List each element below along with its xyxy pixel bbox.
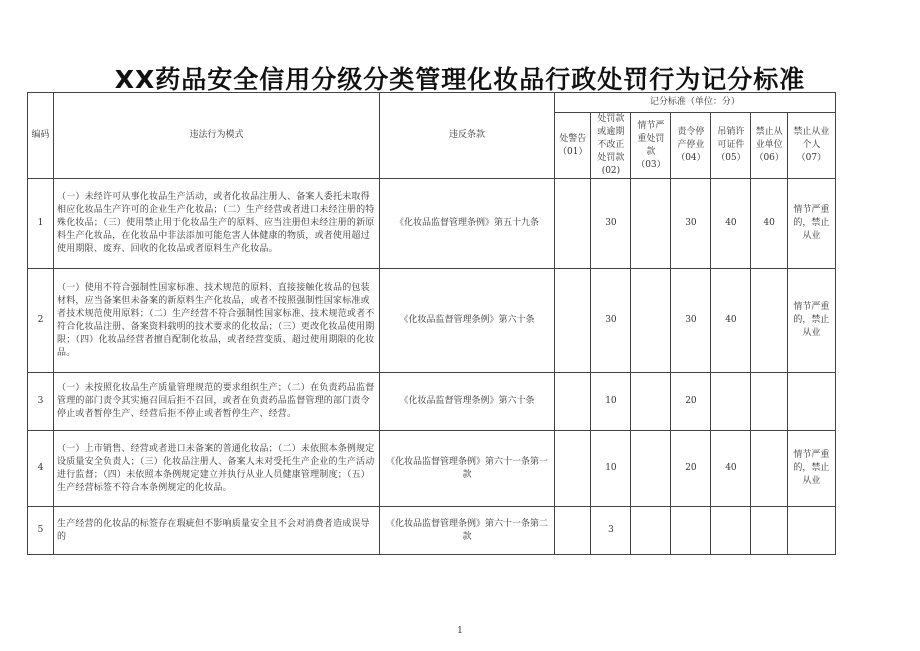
- row-c02: 30: [591, 269, 631, 373]
- row-law: 《化妆品监督管理条例》第六十条: [380, 373, 555, 431]
- header-row-top: [28, 93, 836, 113]
- row-index: 5: [28, 507, 54, 555]
- row-c02: 10: [591, 373, 631, 431]
- row-c05: [711, 507, 751, 555]
- row-c05: 40: [711, 431, 751, 507]
- page-title: XX药品安全信用分级分类管理化妆品行政处罚行为记分标准: [114, 65, 806, 94]
- row-index: 4: [28, 431, 54, 507]
- row-c07: 情节严重的，禁止从业: [787, 269, 835, 373]
- row-c03: [631, 373, 671, 431]
- row-law: 《化妆品监督管理条例》第六十条: [380, 269, 555, 373]
- row-c03: [631, 269, 671, 373]
- row-c02: 30: [591, 179, 631, 269]
- header-law: 违反条款: [380, 93, 555, 179]
- row-index: 3: [28, 373, 54, 431]
- row-behavior: （一）上市销售、经营或者进口未备案的普通化妆品；（二）未依照本条例规定设质量安全负责人；（三）化妆品注册人、备案人未对受托生产企业的生产活动进行监督；（四）未依照本条例规定建立并执行从业人员健康管理制度；（五）生产经营标签不符合本条例规定的化妆品。: [54, 431, 380, 507]
- row-c03: [631, 507, 671, 555]
- row-c04: 30: [671, 269, 711, 373]
- row-c07: 情节严重的，禁止从业: [787, 179, 835, 269]
- table-row: [28, 373, 836, 431]
- header-behavior: 违法行为模式: [54, 93, 380, 179]
- table-row: [28, 179, 836, 269]
- header-c07: 禁止从业个人（07）: [787, 113, 835, 179]
- row-c03: [631, 431, 671, 507]
- row-law: 《化妆品监督管理条例》第六十一条第二款: [380, 507, 555, 555]
- page-number: 1: [457, 626, 463, 636]
- row-law: 《化妆品监督管理条例》第六十一条第一款: [380, 431, 555, 507]
- row-c07: [787, 507, 835, 555]
- row-c01: [555, 373, 591, 431]
- row-c01: [555, 269, 591, 373]
- row-c04: 20: [671, 373, 711, 431]
- row-c07: [787, 373, 835, 431]
- row-c05: [711, 373, 751, 431]
- table-row: [28, 431, 836, 507]
- header-c06: 禁止从业单位（06）: [751, 113, 787, 179]
- row-c04: 20: [671, 431, 711, 507]
- header-c03: 情节严重处罚款（03）: [631, 113, 671, 179]
- row-c06: [751, 269, 787, 373]
- row-c07: 情节严重的，禁止从业: [787, 431, 835, 507]
- row-c04: [671, 507, 711, 555]
- row-c06: 40: [751, 179, 787, 269]
- row-c01: [555, 179, 591, 269]
- row-c03: [631, 179, 671, 269]
- row-behavior: （一）未按照化妆品生产质量管理规范的要求组织生产；（二）在负责药品监督管理的部门责令其实施召回后拒不召回，或者在负责药品监督管理的部门责令停止或者暂停生产、经营后拒不停止或者暂停生产、经营。: [54, 373, 380, 431]
- header-c01: 处警告（01）: [555, 113, 591, 179]
- header-c04: 责令停产停业（04）: [671, 113, 711, 179]
- row-c05: 40: [711, 269, 751, 373]
- table-row: [28, 507, 836, 555]
- row-c01: [555, 431, 591, 507]
- header-c02: 处罚款或逾期不改正处罚款(02): [591, 113, 631, 179]
- score-table: [27, 92, 836, 555]
- row-c02: 10: [591, 431, 631, 507]
- row-c05: 40: [711, 179, 751, 269]
- row-law: 《化妆品监督管理条例》第五十九条: [380, 179, 555, 269]
- row-c01: [555, 507, 591, 555]
- table-row: [28, 269, 836, 373]
- row-c04: 30: [671, 179, 711, 269]
- row-c06: [751, 431, 787, 507]
- row-c06: [751, 373, 787, 431]
- row-c06: [751, 507, 787, 555]
- row-c02: 3: [591, 507, 631, 555]
- row-index: 2: [28, 269, 54, 373]
- header-index: 编码: [28, 93, 54, 179]
- row-behavior: （一）使用不符合强制性国家标准、技术规范的原料、直接接触化妆品的包装材料，应当备案但未备案的新原料生产化妆品，或者不按照强制性国家标准或者技术规范使用原料；（二）生产经营不符合强制性国家标准、技术规范或者不符合化妆品注册、备案资料载明的技术要求的化妆品；（三）更改化妆品使用期限；（四）化妆品经营者擅自配制化妆品，或者经营变质、超过使用期限的化妆品。: [54, 269, 380, 373]
- row-behavior: （一）未经许可从事化妆品生产活动，或者化妆品注册人、备案人委托未取得相应化妆品生产许可的企业生产化妆品；（二）生产经营或者进口未经注册的特殊化妆品；（三）使用禁止用于化妆品生产的原料、应当注册但未经注册的新原料生产化妆品，在化妆品中非法添加可能危害人体健康的物质，或者使用超过使用期限、废弃、回收的化妆品或者原料生产化妆品。: [54, 179, 380, 269]
- header-score-group: 记分标准（单位：分）: [555, 93, 836, 113]
- row-behavior: 生产经营的化妆品的标签存在瑕疵但不影响质量安全且不会对消费者造成误导的: [54, 507, 380, 555]
- header-c05: 吊销许可证件（05）: [711, 113, 751, 179]
- row-index: 1: [28, 179, 54, 269]
